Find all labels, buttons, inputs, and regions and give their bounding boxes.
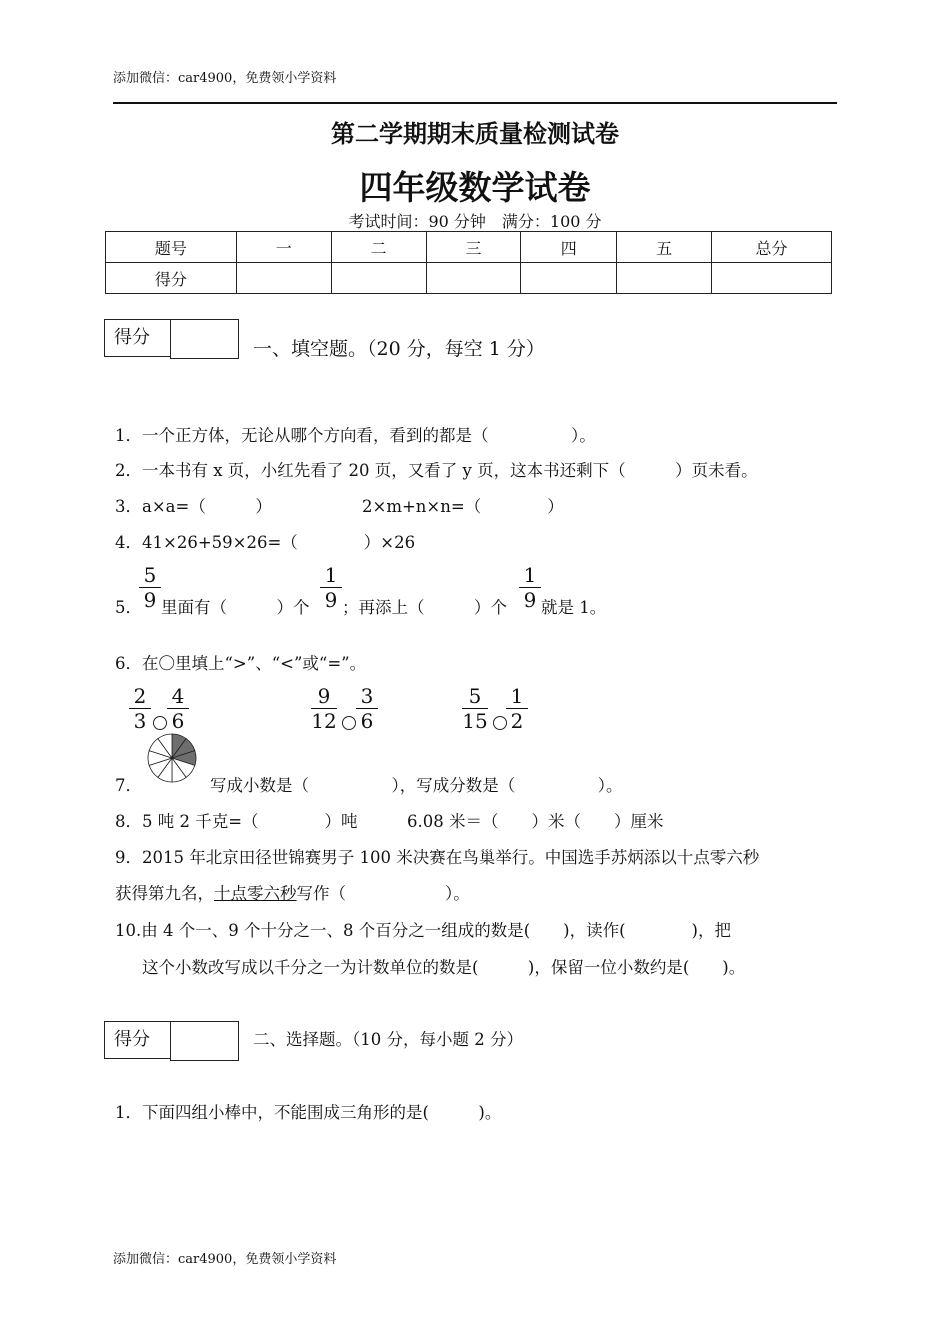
q9-suffix: 写作（ ）。 bbox=[296, 884, 470, 903]
denominator: 6 bbox=[171, 709, 185, 733]
header-rule bbox=[113, 102, 837, 104]
question-2: 2．一本书有 x 页，小红先看了 20 页，又看了 y 页，这本书还剩下（ ）页未看。 bbox=[115, 461, 758, 480]
section2-title: 二、选择题。（10 分，每小题 2 分） bbox=[253, 1030, 523, 1049]
score-cell[interactable] bbox=[331, 263, 426, 294]
fraction bbox=[311, 684, 337, 733]
denominator: 15 bbox=[462, 709, 488, 733]
numerator: 1 bbox=[320, 563, 342, 588]
compare-circle[interactable] bbox=[342, 716, 356, 730]
pie-sectors bbox=[148, 734, 196, 782]
section2-score-label: 得分 bbox=[104, 1021, 171, 1059]
question-7: 写成小数是（ ），写成分数是（ ）。 bbox=[210, 776, 623, 795]
score-table-header-row bbox=[106, 232, 832, 263]
denominator: 3 bbox=[133, 709, 147, 733]
compare-circle[interactable] bbox=[153, 716, 167, 730]
question-4: 4．41×26+59×26=（ ）×26 bbox=[115, 533, 416, 552]
numerator: 3 bbox=[356, 684, 378, 709]
section2-score-field[interactable] bbox=[170, 1021, 239, 1061]
score-cell[interactable] bbox=[236, 263, 331, 294]
table-header-cell: 总分 bbox=[712, 232, 832, 263]
denominator: 2 bbox=[510, 709, 524, 733]
question-8: 8．5 吨 2 千克=（ ）吨 6.08 米＝（ ）米（ ）厘米 bbox=[115, 812, 664, 831]
question-5-text1: 里面有（ ）个 bbox=[161, 598, 310, 617]
fraction-1-9 bbox=[320, 563, 342, 612]
section1-score-field[interactable] bbox=[170, 319, 239, 359]
denominator: 9 bbox=[143, 588, 157, 612]
question-9: 9．2015 年北京田径世锦赛男子 100 米决赛在鸟巢举行。中国选手苏炳添以十点零六秒 bbox=[115, 848, 760, 867]
table-header-cell: 五 bbox=[617, 232, 712, 263]
denominator: 9 bbox=[324, 588, 338, 612]
question-9-line2 bbox=[115, 880, 470, 904]
question-5-number: 5． bbox=[115, 598, 142, 617]
score-cell[interactable] bbox=[521, 263, 617, 294]
numerator: 1 bbox=[519, 563, 541, 588]
numerator: 4 bbox=[167, 684, 189, 709]
footer-note: 添加微信：car4900，免费领小学资料 bbox=[113, 1252, 337, 1267]
exam-title: 第二学期期末质量检测试卷 bbox=[331, 119, 619, 148]
denominator: 9 bbox=[523, 588, 537, 612]
compare-circle[interactable] bbox=[493, 716, 507, 730]
section2-question-1: 1．下面四组小棒中，不能围成三角形的是( )。 bbox=[115, 1103, 502, 1122]
question-10: 10.由 4 个一、9 个十分之一、8 个百分之一组成的数是( )，读作( )，把 bbox=[115, 921, 731, 940]
exam-subtitle: 四年级数学试卷 bbox=[359, 168, 591, 207]
question-1: 1．一个正方体，无论从哪个方向看，看到的都是（ ）。 bbox=[115, 426, 596, 445]
table-header-cell: 题号 bbox=[106, 232, 237, 263]
table-header-cell: 一 bbox=[236, 232, 331, 263]
numerator: 5 bbox=[462, 684, 488, 709]
table-row-label: 得分 bbox=[106, 263, 237, 294]
score-table-score-row bbox=[106, 263, 832, 294]
fraction-5-9 bbox=[139, 563, 161, 612]
table-header-cell: 二 bbox=[331, 232, 426, 263]
denominator: 6 bbox=[360, 709, 374, 733]
fraction bbox=[167, 684, 189, 733]
question-3b: 2×m+n×n=（ ） bbox=[362, 497, 564, 516]
table-header-cell: 三 bbox=[426, 232, 521, 263]
q9-underlined-text: 十点零六秒 bbox=[214, 884, 297, 903]
q9-prefix: 获得第九名， bbox=[115, 884, 214, 903]
section1-title: 一、填空题。（20 分，每空 1 分） bbox=[253, 338, 545, 360]
fraction bbox=[462, 684, 488, 733]
section1-score-label: 得分 bbox=[104, 319, 171, 357]
numerator: 1 bbox=[506, 684, 528, 709]
fraction bbox=[356, 684, 378, 733]
table-header-cell: 四 bbox=[521, 232, 617, 263]
question-5-text3: 就是 1。 bbox=[541, 598, 607, 617]
score-cell[interactable] bbox=[617, 263, 712, 294]
score-cell[interactable] bbox=[426, 263, 521, 294]
numerator: 2 bbox=[129, 684, 151, 709]
question-5-text2: ；再添上（ ）个 bbox=[342, 598, 507, 617]
fraction-1-9 bbox=[519, 563, 541, 612]
question-6: 6．在〇里填上“>”、“<”或“=”。 bbox=[115, 654, 367, 673]
header-note: 添加微信：car4900，免费领小学资料 bbox=[113, 71, 337, 86]
fraction bbox=[129, 684, 151, 733]
numerator: 9 bbox=[311, 684, 337, 709]
fraction bbox=[506, 684, 528, 733]
question-10-line2: 这个小数改写成以千分之一为计数单位的数是( )，保留一位小数约是( )。 bbox=[142, 958, 746, 977]
exam-info: 考试时间：90 分钟 满分：100 分 bbox=[348, 212, 602, 231]
score-cell[interactable] bbox=[712, 263, 832, 294]
fraction-circle-diagram bbox=[145, 731, 199, 785]
question-3a: 3．a×a=（ ） bbox=[115, 497, 272, 516]
question-7-number: 7． bbox=[115, 776, 142, 795]
denominator: 12 bbox=[311, 709, 337, 733]
score-table bbox=[105, 231, 832, 294]
numerator: 5 bbox=[139, 563, 161, 588]
